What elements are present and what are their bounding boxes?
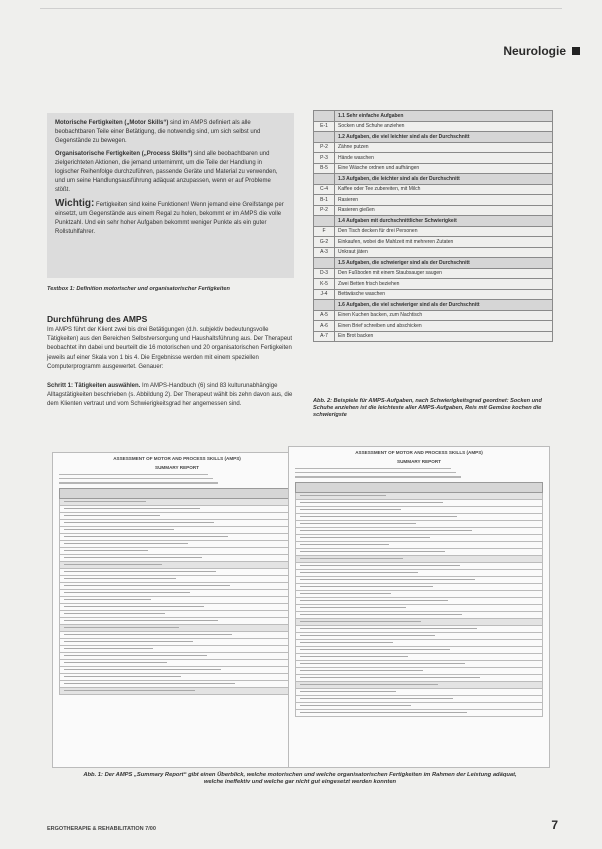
- task-row: [314, 321, 553, 332]
- report-row-text: [64, 634, 232, 635]
- report-row: [295, 640, 543, 647]
- report-row: [59, 639, 295, 646]
- report-row-text: [64, 508, 200, 509]
- task-code: [314, 300, 335, 311]
- task-row: [314, 268, 553, 279]
- task-label: 1.2 Aufgaben, die viel leichter sind als der Durchschnitt: [335, 132, 553, 143]
- step-1-label: Schritt 1: Tätigkeiten auswählen.: [47, 383, 141, 389]
- task-code: B-1: [314, 195, 335, 206]
- task-row: [314, 310, 553, 321]
- report-row: [295, 542, 543, 549]
- report-row: [295, 514, 543, 521]
- task-label: 1.6 Aufgaben, die viel schwieriger sind als der Durchschnitt: [335, 300, 553, 311]
- report-row: [59, 513, 295, 520]
- task-label: Den Tisch decken für drei Personen: [335, 226, 553, 237]
- task-code: [314, 111, 335, 122]
- square-icon: [572, 47, 580, 55]
- report-right-subtitle: SUMMARY REPORT: [397, 459, 441, 464]
- report-row-text: [300, 600, 448, 601]
- report-row-text: [64, 536, 228, 537]
- task-label: Einen Brief schreiben und abschicken: [335, 321, 553, 332]
- report-row: [59, 604, 295, 611]
- section-label: Neurologie: [503, 44, 566, 58]
- task-label: Rasieren gießen: [335, 205, 553, 216]
- page-number: 7: [551, 818, 558, 832]
- step-1-text: Im AMPS-Handbuch (6) sind 83 kulturunabhängige Alltagstätigkeiten beschrieben (s. Abbildung 2). Der Therapeut wählt bis zehn davon aus, die dem Klienten vertraut und vom Schwierigkeitsgrad her angemessen sind.: [47, 383, 293, 408]
- report-row-text: [64, 501, 146, 502]
- report-row-text: [64, 529, 174, 530]
- task-code: [314, 216, 335, 227]
- task-code: G-2: [314, 237, 335, 248]
- task-group-row: [314, 258, 553, 269]
- report-row: [59, 527, 295, 534]
- task-row: [314, 331, 553, 342]
- report-row: [59, 520, 295, 527]
- report-row-text: [300, 670, 423, 671]
- report-row: [59, 499, 295, 506]
- report-row: [59, 611, 295, 618]
- report-row: [59, 681, 295, 688]
- task-label: Einkaufen, wobei die Mahlzeit mit mehreren Zutaten: [335, 237, 553, 248]
- report-row: [295, 521, 543, 528]
- task-label: Zwei Betten frisch beziehen: [335, 279, 553, 290]
- report-row-text: [300, 614, 462, 615]
- report-row: [59, 555, 295, 562]
- report-row-text: [300, 663, 465, 664]
- report-row-text: [300, 607, 406, 608]
- report-text-line: [59, 478, 213, 479]
- motor-skills-definition: sind im AMPS definiert als alle beobachtbaren Teile einer Betätigung, die notwendig sind, um sich selbst und Gegenstände zu bewegen.: [55, 120, 261, 144]
- task-row: [314, 153, 553, 164]
- report-row: [59, 569, 295, 576]
- report-row-text: [300, 705, 411, 706]
- report-row-text: [300, 642, 393, 643]
- report-row: [295, 577, 543, 584]
- report-row: [59, 674, 295, 681]
- task-group-row: [314, 132, 553, 143]
- figure-1-caption: Abb. 1: Der AMPS „Summary Report“ gibt einen Überblick, welche motorischen und welche organisatorischen Fertigkeiten im Rahmen der Leistung adäquat, welche ineffektiv und welche gar nicht gut eingesetzt werden konnten: [83, 772, 517, 786]
- report-row: [295, 584, 543, 591]
- figure-2-caption: Abb. 2: Beispiele für AMPS-Aufgaben, nach Schwierigkeitsgrad geordnet: Socken und Schuhe anziehen ist die leichteste aller AMPS-Aufgaben, Reis mit Gemüse kochen die schwierigste: [313, 398, 542, 418]
- body-paragraph-1: Im AMPS führt der Klient zwei bis drei Betätigungen (d.h. subjektiv bedeutungsvolle Tätigkeiten) aus den Bereichen Selbstversorgung und Haushaltsführung aus. Der Therapeut beobachtet ihn dabei und beurteilt die 16 motorischen und 20 organisatorischen Fertigkeiten jeweils auf einer Skala von 1 bis 4. Die Ergebnisse werden mit einem speziellen Computerprogramm ausgewertet. Genauer:: [47, 327, 293, 370]
- task-code: J-4: [314, 289, 335, 300]
- report-row-text: [300, 586, 433, 587]
- report-row: [295, 675, 543, 682]
- report-row-text: [64, 578, 176, 579]
- task-row: [314, 247, 553, 258]
- report-row-text: [64, 557, 202, 558]
- textbox-paragraph-1: [55, 119, 286, 146]
- task-label: 1.5 Aufgaben, die schwieriger sind als der Durchschnitt: [335, 258, 553, 269]
- report-table-header: [295, 482, 543, 493]
- report-row-text: [300, 537, 430, 538]
- report-row: [295, 647, 543, 654]
- task-row: [314, 121, 553, 132]
- task-row: [314, 142, 553, 153]
- report-row: [59, 548, 295, 555]
- top-rule: [40, 8, 562, 9]
- task-label: Ein Brot backen: [335, 331, 553, 342]
- report-row-text: [300, 565, 460, 566]
- report-row-text: [64, 592, 190, 593]
- process-skills-definition: sind alle beobachtbaren und zielgerichteten Aktionen, die jemand unternimmt, um die Teile der Handlung in logischer Reihenfolge durchzuführen, passende Geräte und Material zu verwenden, und um seine Handlungsausführung adäquat anzupassen, wenn er auf Probleme stößt.: [55, 151, 278, 193]
- section-title: Durchführung des AMPS: [47, 314, 148, 324]
- report-row: [59, 583, 295, 590]
- report-row-text: [64, 655, 207, 656]
- task-code: P-2: [314, 142, 335, 153]
- report-row: [295, 591, 543, 598]
- report-row: [295, 696, 543, 703]
- summary-report-right: [288, 446, 550, 768]
- task-row: [314, 289, 553, 300]
- important-label: Wichtig:: [55, 198, 95, 209]
- report-row-text: [64, 571, 216, 572]
- task-row: [314, 237, 553, 248]
- report-row: [295, 682, 543, 689]
- task-code: A-3: [314, 247, 335, 258]
- report-row: [59, 541, 295, 548]
- report-row: [59, 688, 295, 695]
- report-row-text: [300, 712, 467, 713]
- report-row-text: [64, 522, 214, 523]
- textbox-paragraph-3: [55, 199, 286, 237]
- report-row-text: [300, 558, 403, 559]
- amps-task-table: [313, 110, 553, 342]
- task-label: 1.3 Aufgaben, die leichter sind als der Durchschnitt: [335, 174, 553, 185]
- report-row: [295, 633, 543, 640]
- task-code: [314, 258, 335, 269]
- report-row-text: [300, 551, 445, 552]
- task-label: Hände waschen: [335, 153, 553, 164]
- report-row: [295, 654, 543, 661]
- textbox-caption: Textbox 1: Definition motorischer und organisatorischer Fertigkeiten: [47, 286, 230, 292]
- report-left-subtitle: SUMMARY REPORT: [155, 465, 199, 470]
- report-row-text: [64, 550, 148, 551]
- report-row: [295, 493, 543, 500]
- task-code: C-4: [314, 184, 335, 195]
- report-row: [59, 590, 295, 597]
- task-label: Zähne putzen: [335, 142, 553, 153]
- task-code: E-1: [314, 121, 335, 132]
- report-row-text: [300, 656, 408, 657]
- report-row-text: [64, 620, 218, 621]
- report-row: [295, 570, 543, 577]
- task-row: [314, 226, 553, 237]
- task-code: A-6: [314, 321, 335, 332]
- report-row: [59, 632, 295, 639]
- report-row-text: [64, 690, 195, 691]
- task-code: B-5: [314, 163, 335, 174]
- report-row-text: [300, 530, 472, 531]
- important-text: Fertigkeiten sind keine Funktionen! Wenn jemand eine Greifstange per einsetzt, um Gegenstände aus einem Regal zu holen, bekommt er im AMPS die volle Punktzahl. Und ein sehr hoher Aufgaben bekommt weniger Punkte als ein guter Rollstuhlfahrer.: [55, 202, 284, 235]
- report-row-text: [300, 593, 391, 594]
- report-row-text: [300, 628, 477, 629]
- task-label: Bettwäsche waschen: [335, 289, 553, 300]
- section-header: [503, 44, 580, 58]
- task-group-row: [314, 111, 553, 122]
- report-row-text: [64, 515, 160, 516]
- report-text-line: [59, 482, 218, 483]
- report-row-text: [64, 641, 193, 642]
- task-code: A-5: [314, 310, 335, 321]
- task-row: [314, 205, 553, 216]
- report-row: [59, 618, 295, 625]
- task-code: D-3: [314, 268, 335, 279]
- report-table-header: [59, 488, 295, 499]
- summary-report-left: [52, 452, 302, 768]
- report-row-text: [64, 613, 165, 614]
- report-left-body: [53, 474, 301, 695]
- textbox-paragraph-2: [55, 150, 286, 195]
- report-right-body: [289, 468, 549, 717]
- footer-journal: ERGOTHERAPIE & REHABILITATION 7/00: [47, 826, 156, 832]
- report-text-line: [59, 474, 208, 475]
- report-row: [295, 549, 543, 556]
- task-code: P-3: [314, 153, 335, 164]
- report-row-text: [64, 669, 221, 670]
- report-row: [295, 661, 543, 668]
- report-row: [295, 563, 543, 570]
- report-row-text: [300, 516, 457, 517]
- task-label: 1.1 Sehr einfache Aufgaben: [335, 111, 553, 122]
- report-row: [295, 605, 543, 612]
- task-label: Unkraut jäten: [335, 247, 553, 258]
- report-row-text: [64, 676, 181, 677]
- report-row-text: [300, 621, 421, 622]
- report-row-text: [64, 564, 162, 565]
- report-left-title: ASSESSMENT OF MOTOR AND PROCESS SKILLS (AMPS): [113, 456, 241, 461]
- report-row-text: [300, 495, 386, 496]
- report-row-text: [64, 606, 204, 607]
- task-code: K-5: [314, 279, 335, 290]
- report-right-title: ASSESSMENT OF MOTOR AND PROCESS SKILLS (AMPS): [355, 450, 483, 455]
- report-row: [295, 612, 543, 619]
- report-row: [59, 653, 295, 660]
- task-code: [314, 174, 335, 185]
- report-row: [59, 576, 295, 583]
- report-row: [59, 660, 295, 667]
- task-code: [314, 132, 335, 143]
- report-row-text: [300, 698, 453, 699]
- task-group-row: [314, 174, 553, 185]
- task-row: [314, 163, 553, 174]
- report-row: [295, 703, 543, 710]
- motor-skills-term: Motorische Fertigkeiten („Motor Skills“): [55, 120, 169, 126]
- report-row-text: [64, 585, 230, 586]
- task-row: [314, 279, 553, 290]
- report-row-text: [300, 635, 435, 636]
- task-code: F: [314, 226, 335, 237]
- definition-textbox: [47, 113, 294, 278]
- report-row-text: [300, 684, 438, 685]
- report-row: [295, 619, 543, 626]
- task-group-row: [314, 216, 553, 227]
- task-label: Eine Wäsche ordnen und aufhängen: [335, 163, 553, 174]
- report-row: [59, 646, 295, 653]
- report-text-line: [295, 472, 456, 473]
- process-skills-term: Organisatorische Fertigkeiten („Process Skills“): [55, 151, 193, 157]
- report-text-line: [295, 468, 451, 469]
- report-row: [295, 710, 543, 717]
- report-row-text: [64, 627, 179, 628]
- report-row: [295, 535, 543, 542]
- report-row-text: [300, 509, 401, 510]
- body-paragraph-2: [47, 382, 297, 410]
- task-label: Den Fußboden mit einem Staubsauger saugen: [335, 268, 553, 279]
- report-row-text: [300, 691, 396, 692]
- report-row: [59, 667, 295, 674]
- report-row-text: [64, 543, 188, 544]
- report-row: [59, 506, 295, 513]
- report-row-text: [300, 677, 480, 678]
- report-row-text: [64, 599, 151, 600]
- task-label: Einen Kuchen backen, zum Nachtisch: [335, 310, 553, 321]
- report-row: [59, 597, 295, 604]
- report-row-text: [64, 662, 167, 663]
- report-row-text: [300, 572, 418, 573]
- report-row-text: [64, 648, 153, 649]
- task-group-row: [314, 300, 553, 311]
- report-row: [59, 562, 295, 569]
- report-row: [295, 689, 543, 696]
- report-row: [295, 500, 543, 507]
- task-code: P-2: [314, 205, 335, 216]
- task-row: [314, 184, 553, 195]
- report-row-text: [300, 579, 475, 580]
- task-label: Socken und Schuhe anziehen: [335, 121, 553, 132]
- task-code: A-7: [314, 331, 335, 342]
- report-row: [295, 668, 543, 675]
- report-row: [295, 507, 543, 514]
- report-row-text: [64, 683, 235, 684]
- report-text-line: [295, 476, 461, 477]
- report-row-text: [300, 544, 389, 545]
- task-label: 1.4 Aufgaben mit durchschnittlicher Schwierigkeit: [335, 216, 553, 227]
- report-row: [295, 528, 543, 535]
- report-row: [295, 556, 543, 563]
- report-row-text: [300, 649, 450, 650]
- report-row: [59, 534, 295, 541]
- report-row: [59, 625, 295, 632]
- report-row: [295, 626, 543, 633]
- report-row-text: [300, 523, 416, 524]
- report-row-text: [300, 502, 443, 503]
- task-row: [314, 195, 553, 206]
- report-row: [295, 598, 543, 605]
- task-label: Kaffee oder Tee zubereiten, mit Milch: [335, 184, 553, 195]
- task-label: Rasieren: [335, 195, 553, 206]
